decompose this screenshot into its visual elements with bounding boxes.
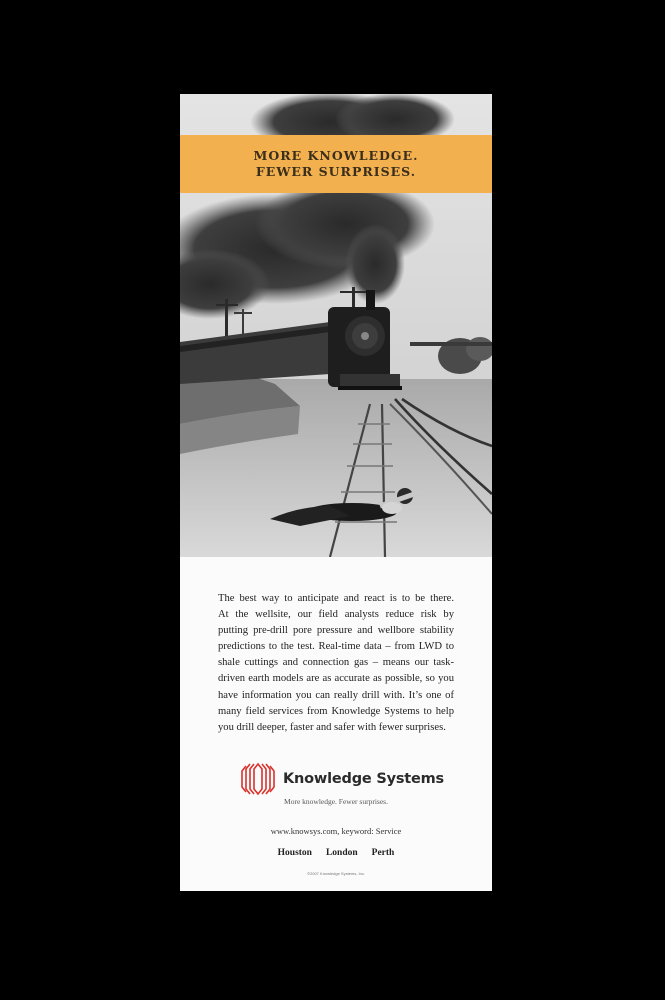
body-line: many field services from Knowledge Systems to help [218, 705, 454, 717]
body-line: shale cuttings and connection gas – means our task- [218, 657, 454, 669]
city-perth: Perth [371, 848, 395, 858]
headline-line-1: MORE KNOWLEDGE. [253, 148, 419, 163]
company-logo [240, 762, 460, 798]
body-line: have information you can really drill with. It’s one of [218, 689, 454, 701]
body-line: At the wellsite, our field analysts reduce risk by [218, 609, 454, 621]
copyright-notice: ©2007 Knowledge Systems, Inc. [307, 871, 365, 876]
body-line: driven earth models are as accurate as possible, so you [218, 673, 454, 685]
headline-band [180, 135, 492, 193]
knowledge-systems-logo-icon [240, 762, 276, 796]
body-line: you drill deeper, faster and safer with fewer surprises. [218, 721, 446, 733]
website-url: www.knowsys.com, keyword: Service [270, 826, 402, 836]
body-line: putting pre-drill pore pressure and wellbore stability [218, 625, 454, 637]
tagline: More knowledge. Fewer surprises. [284, 797, 388, 806]
city-london: London [325, 848, 358, 858]
headline-line-2: FEWER SURPRISES. [255, 164, 417, 179]
city-houston: Houston [277, 848, 312, 858]
advertisement-page [180, 94, 492, 891]
body-copy [218, 591, 454, 736]
office-locations [180, 848, 492, 858]
body-line: predictions to the test. Real-time data – from LWD to [218, 641, 454, 653]
company-name: Knowledge Systems [283, 771, 444, 787]
body-line: The best way to anticipate and react is to be there. [218, 593, 454, 604]
